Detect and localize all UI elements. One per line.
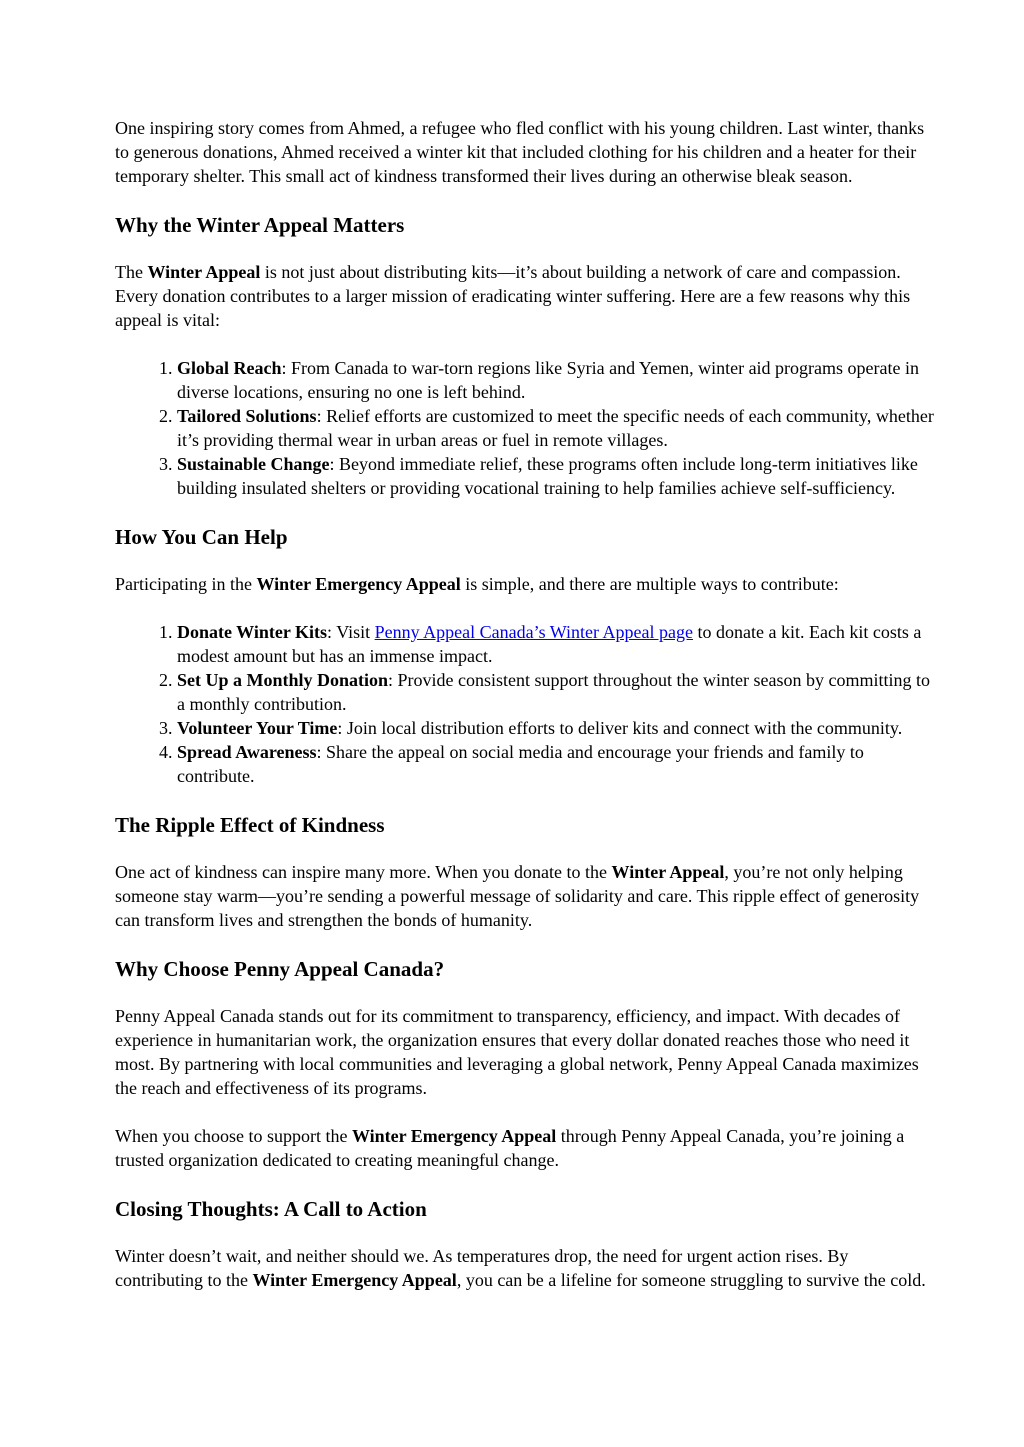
list-item-text: : Relief efforts are customized to meet the specific needs of each community, whether it’s providing thermal wear in urban areas or fuel in remote villages.	[177, 406, 934, 450]
list-item-text: to donate a kit. Each kit costs a modest amount but has an immense impact.	[177, 622, 922, 666]
bold-text: Winter Appeal	[611, 862, 725, 882]
list-item-title: Spread Awareness	[177, 742, 317, 762]
list-item	[177, 452, 935, 500]
text: through Penny Appeal Canada, you’re joining a trusted organization dedicated to creating meaningful change.	[115, 1126, 905, 1170]
section5-paragraph	[115, 1244, 935, 1292]
text: One act of kindness can inspire many more. When you donate to the	[115, 862, 612, 882]
document-page	[115, 116, 935, 1292]
bold-text: Winter Emergency Appeal	[351, 1126, 557, 1146]
ways-to-help-list	[115, 620, 935, 788]
heading-why-winter-appeal-matters: Why the Winter Appeal Matters	[115, 213, 405, 237]
list-item-text: : Join local distribution efforts to deliver kits and connect with the community.	[337, 718, 903, 738]
heading-how-you-can-help: How You Can Help	[115, 525, 288, 549]
heading-closing-thoughts: Closing Thoughts: A Call to Action	[115, 1197, 427, 1221]
list-item-title: Sustainable Change	[177, 454, 330, 474]
list-item-title: Donate Winter Kits	[177, 622, 328, 642]
list-item-text: : From Canada to war-torn regions like Syria and Yemen, winter aid programs operate in diverse locations, ensuring no one is left behind.	[177, 358, 920, 402]
text: is simple, and there are multiple ways to contribute:	[460, 574, 839, 594]
section4-paragraph-2	[115, 1124, 935, 1172]
text: Participating in the	[115, 574, 257, 594]
list-item-title: Global Reach	[177, 358, 282, 378]
section4-paragraph-1: Penny Appeal Canada stands out for its commitment to transparency, efficiency, and impact. With decades of experience in humanitarian work, the organization ensures that every dollar donated reaches those who need it most. By partnering with local communities and leveraging a global network, Penny Appeal Canada maximizes the reach and effectiveness of its programs.	[115, 1006, 919, 1098]
text: is not just about distributing kits—it’s about building a network of care and compassion. Every donation contributes to a larger mission of eradicating winter suffering. Here are a few reasons why this appeal is vital:	[115, 262, 911, 330]
text: , you can be a lifeline for someone struggling to survive the cold.	[456, 1270, 926, 1290]
section3-paragraph	[115, 860, 935, 932]
list-item	[177, 740, 935, 788]
list-item	[177, 404, 935, 452]
intro-paragraph: One inspiring story comes from Ahmed, a refugee who fled conflict with his young children. Last winter, thanks to generous donations, Ahmed received a winter kit that included clothing for his children and a heater for their temporary shelter. This small act of kindness transformed their lives during an otherwise bleak season.	[115, 118, 925, 186]
text: When you choose to support the	[115, 1126, 352, 1146]
bold-text: Winter Emergency Appeal	[252, 1270, 457, 1290]
list-item-text: : Beyond immediate relief, these programs often include long-term initiatives like building insulated shelters or providing vocational training to help families achieve self-sufficiency.	[177, 454, 918, 498]
list-item-text: : Provide consistent support throughout the winter season by committing to a monthly contribution.	[177, 670, 930, 714]
heading-why-choose-penny-appeal: Why Choose Penny Appeal Canada?	[115, 957, 445, 981]
winter-appeal-page-link[interactable]: Penny Appeal Canada’s Winter Appeal page	[374, 622, 693, 642]
list-item	[177, 356, 935, 404]
list-item-title: Volunteer Your Time	[177, 718, 338, 738]
reasons-list	[115, 356, 935, 500]
text: , you’re not only helping someone stay warm—you’re sending a powerful message of solidarity and care. This ripple effect of generosity can transform lives and strengthen the bonds of humanity.	[115, 862, 920, 930]
bold-text: Winter Appeal	[147, 262, 261, 282]
section1-paragraph	[115, 260, 935, 332]
list-item-title: Set Up a Monthly Donation	[177, 670, 389, 690]
list-item	[177, 668, 935, 716]
section2-paragraph	[115, 572, 935, 596]
list-item	[177, 716, 935, 740]
list-item-title: Tailored Solutions	[177, 406, 317, 426]
text: Winter doesn’t wait, and neither should we. As temperatures drop, the need for urgent action rises. By contributing to the	[115, 1246, 849, 1290]
bold-text: Winter Emergency Appeal	[256, 574, 461, 594]
list-item-text: : Share the appeal on social media and encourage your friends and family to contribute.	[177, 742, 864, 786]
list-item-text: : Visit	[327, 622, 375, 642]
heading-ripple-effect: The Ripple Effect of Kindness	[115, 813, 385, 837]
list-item	[177, 620, 935, 668]
text: The	[115, 262, 148, 282]
